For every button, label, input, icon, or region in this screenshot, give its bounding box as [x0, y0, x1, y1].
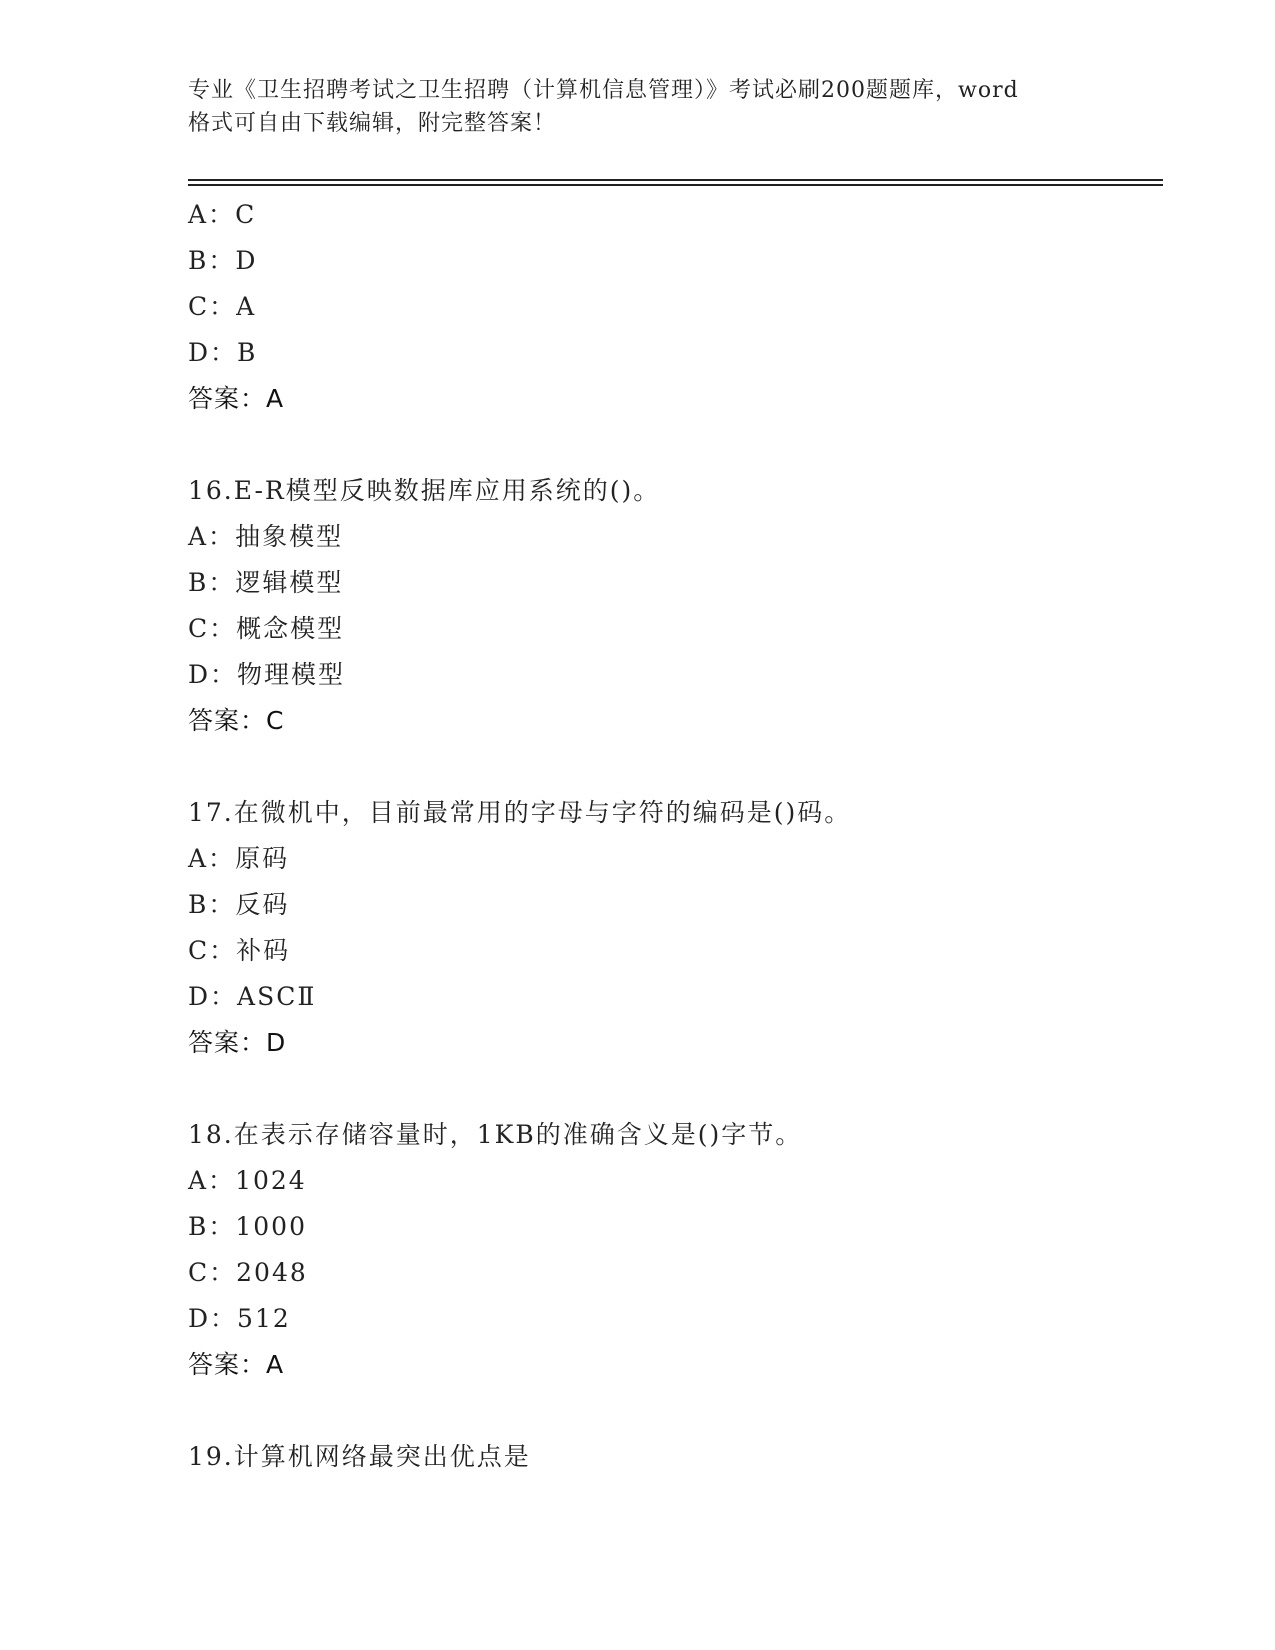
question-19 [188, 1434, 1163, 1480]
option-d: D：物理模型 [188, 660, 346, 689]
option-b: B：反码 [188, 890, 290, 919]
question-stem: 18.在表示存储容量时，1KB的准确含义是()字节。 [188, 1120, 803, 1149]
header-line-1: 专业《卫生招聘考试之卫生招聘（计算机信息管理）》考试必刷200题题库，word [188, 78, 1019, 103]
question-stem: 16.E-R模型反映数据库应用系统的()。 [188, 476, 661, 505]
option-c: C：A [188, 292, 257, 321]
option-c: C：2048 [188, 1258, 308, 1287]
question-list [188, 192, 1163, 1480]
question-stem: 19.计算机网络最突出优点是 [188, 1442, 531, 1471]
answer-line: 答案：D [188, 1028, 287, 1057]
option-d: D：512 [188, 1304, 291, 1333]
option-b: B：D [188, 246, 258, 275]
option-c: C：补码 [188, 936, 291, 965]
question-stem: 17.在微机中，目前最常用的字母与字符的编码是()码。 [188, 798, 852, 827]
header-divider-top [188, 179, 1163, 181]
answer-line: 答案：A [188, 1350, 285, 1379]
answer-line: 答案：A [188, 384, 285, 413]
option-a: A：原码 [188, 844, 290, 873]
question-16 [188, 468, 1163, 744]
option-a: A：C [188, 200, 257, 229]
option-b: B：1000 [188, 1212, 307, 1241]
option-a: A：1024 [188, 1166, 307, 1195]
option-b: B：逻辑模型 [188, 568, 344, 597]
document-header [188, 74, 1088, 140]
question-continued [188, 192, 1163, 422]
option-d: D：ASCⅡ [188, 982, 317, 1011]
question-17 [188, 790, 1163, 1066]
option-a: A：抽象模型 [188, 522, 344, 551]
answer-line: 答案：C [188, 706, 285, 735]
question-18 [188, 1112, 1163, 1388]
header-divider-bottom [188, 184, 1163, 186]
header-line-2: 格式可自由下载编辑，附完整答案！ [188, 111, 557, 136]
option-d: D：B [188, 338, 258, 367]
option-c: C：概念模型 [188, 614, 345, 643]
